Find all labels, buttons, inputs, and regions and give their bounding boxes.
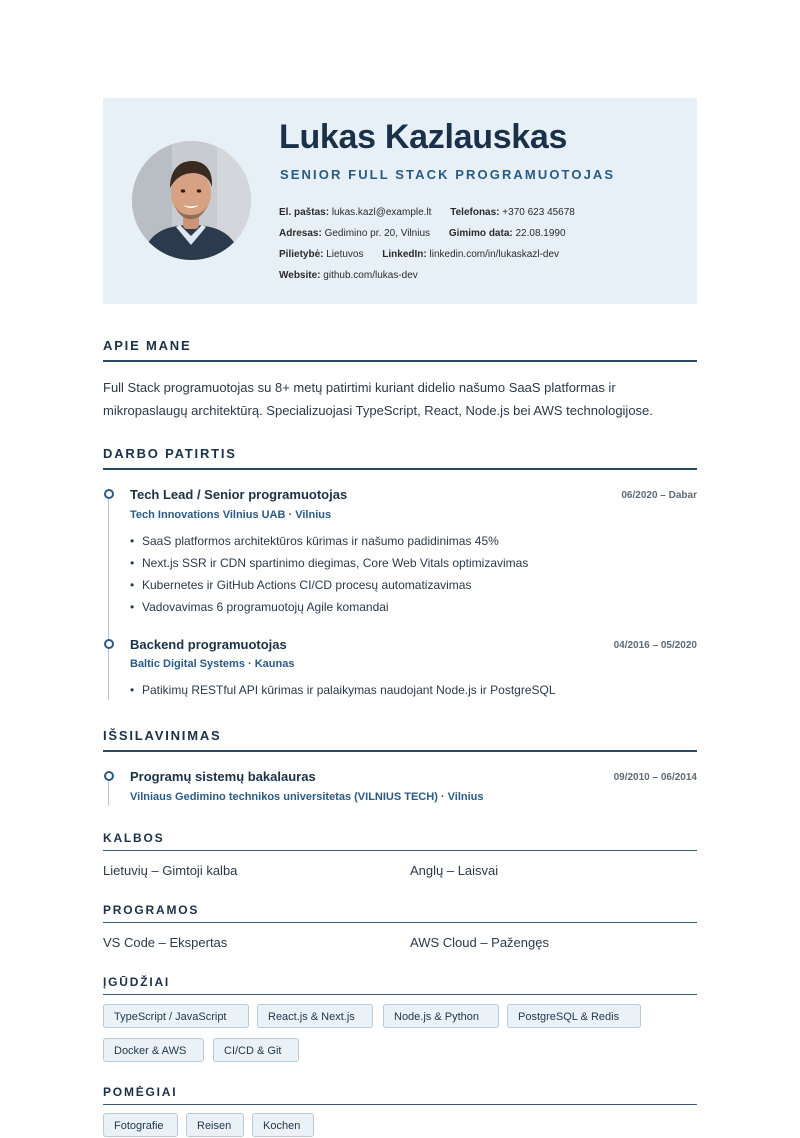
person-portrait-icon [132, 141, 251, 260]
profile-header [103, 98, 697, 304]
degree-school: Vilniaus Gedimino technikos universitetas (VILNIUS TECH) · Vilnius [130, 791, 484, 803]
skill-tag: React.js & Next.js [257, 1004, 373, 1028]
list-item: • Kubernetes ir GitHub Actions CI/CD procesų automatizavimas [130, 574, 528, 596]
section-divider [103, 850, 697, 851]
list-item: • SaaS platformos architektūros kūrimas ir našumo padidinimas 45% [130, 530, 528, 552]
hobby-tag: Kochen [252, 1113, 314, 1137]
section-divider [103, 994, 697, 995]
citizenship-value: Lietuvos [326, 249, 364, 260]
citizenship-label: Pilietybė: [279, 249, 324, 260]
timeline-dot [104, 771, 114, 781]
degree-title: Programų sistemų bakalauras [130, 769, 316, 784]
section-heading-education: IŠSILAVINIMAS [103, 728, 222, 743]
list-item: • Next.js SSR ir CDN spartinimo diegimas, Core Web Vitals optimizavimas [130, 552, 528, 574]
section-divider [103, 1104, 697, 1105]
language-item: Lietuvių – Gimtoji kalba [103, 863, 238, 878]
section-divider [103, 360, 697, 362]
job-bullets-1 [130, 530, 528, 618]
job-bullets-2 [130, 679, 556, 701]
skill-tag: Docker & AWS [103, 1038, 204, 1062]
skill-tag: CI/CD & Git [213, 1038, 299, 1062]
timeline-dot [104, 489, 114, 499]
timeline-dot [104, 639, 114, 649]
website-link[interactable]: github.com/lukas-dev [323, 270, 418, 281]
section-divider [103, 750, 697, 752]
person-name: Lukas Kazlauskas [279, 118, 568, 156]
email-value[interactable]: lukas.kazl@example.lt [331, 207, 432, 218]
job-dates-2: 04/2016 – 05/2020 [613, 640, 697, 651]
section-heading-about: APIE MANE [103, 338, 192, 353]
linkedin-label: LinkedIn: [382, 249, 427, 260]
job-dates-1: 06/2020 – Dabar [621, 490, 697, 501]
section-heading-languages: KALBOS [103, 831, 165, 845]
website-label: Website: [279, 270, 321, 281]
section-heading-programs: PROGRAMOS [103, 903, 200, 917]
language-item: Anglų – Laisvai [410, 863, 499, 878]
section-heading-skills: ĮGŪDŽIAI [103, 975, 171, 989]
phone-value[interactable]: +370 623 45678 [502, 207, 575, 218]
program-item: AWS Cloud – Pažengęs [410, 935, 549, 950]
hobby-tag: Reisen [186, 1113, 244, 1137]
birthdate-label: Gimimo data: [448, 228, 513, 239]
job-title-2: Backend programuotojas [130, 637, 287, 652]
hobby-tag: Fotografie [103, 1113, 178, 1137]
address-label: Adresas: [279, 228, 322, 239]
job-title: SENIOR FULL STACK PROGRAMUOTOJAS [280, 167, 616, 182]
linkedin-link[interactable]: linkedin.com/in/lukaskazl-dev [429, 249, 560, 260]
timeline-line [108, 494, 109, 700]
degree-dates: 09/2010 – 06/2014 [613, 772, 697, 783]
job-company-1: Tech Innovations Vilnius UAB · Vilnius [130, 509, 332, 521]
birthdate-value: 22.08.1990 [515, 228, 566, 239]
section-heading-hobbies: POMĖGIAI [103, 1085, 178, 1099]
skill-tag: Node.js & Python [383, 1004, 499, 1028]
section-heading-experience: DARBO PATIRTIS [103, 446, 237, 461]
address-value: Gedimino pr. 20, Vilnius [324, 228, 431, 239]
phone-label: Telefonas: [450, 207, 500, 218]
skill-tag: TypeScript / JavaScript [103, 1004, 249, 1028]
job-company-2: Baltic Digital Systems · Kaunas [130, 658, 295, 670]
section-divider [103, 922, 697, 923]
skill-tag: PostgreSQL & Redis [507, 1004, 641, 1028]
contact-details [279, 202, 591, 286]
job-title-1: Tech Lead / Senior programuotojas [130, 487, 348, 502]
section-divider [103, 468, 697, 470]
list-item: • Vadovavimas 6 programuotojų Agile komandai [130, 596, 528, 618]
list-item: • Patikimų RESTful API kūrimas ir palaikymas naudojant Node.js ir PostgreSQL [130, 679, 556, 701]
email-label: El. paštas: [279, 207, 330, 218]
program-item: VS Code – Ekspertas [103, 935, 228, 950]
about-text: Full Stack programuotojas su 8+ metų patirtimi kuriant didelio našumo SaaS platformas ir mikropaslaugų architektūrą. Specializuojasi TypeScript, React, Node.js bei AWS technologijose. [103, 380, 653, 418]
profile-photo [132, 141, 251, 260]
